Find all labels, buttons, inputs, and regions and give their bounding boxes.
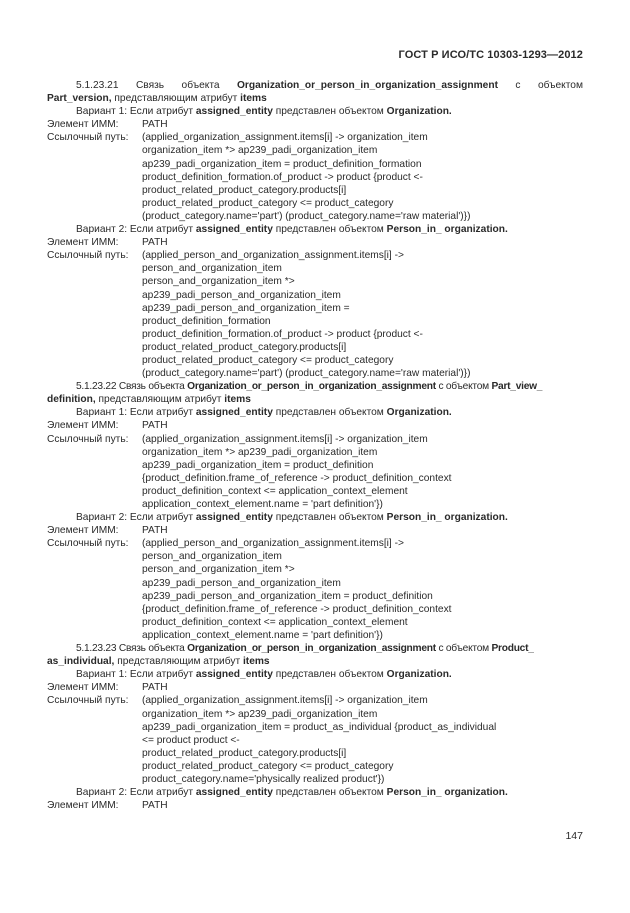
standard-header: ГОСТ Р ИСО/ТС 10303-1293—2012 xyxy=(398,49,583,61)
path-line: ap239_padi_organization_item = product_definition_formation xyxy=(142,158,422,170)
variant-1-line: Вариант 1: Если атрибут assigned_entity представлен объектом Organization. xyxy=(76,106,452,118)
path-line: product_related_product_category.products[i] xyxy=(142,747,347,759)
path-line: (product_category.name='part') (product_category.name='raw material')}) xyxy=(142,368,471,380)
path-line: ap239_padi_organization_item = product_as_individual {product_as_individual xyxy=(142,721,497,733)
document-body xyxy=(47,79,583,812)
path-line: organization_item *> ap239_padi_organization_item xyxy=(142,145,378,157)
element-line: Элемент ИММ: PATH xyxy=(47,800,168,812)
path-line: product_related_product_category.products[i] xyxy=(142,341,347,353)
path-line: ap239_padi_person_and_organization_item = product_definition xyxy=(142,590,433,602)
path-line: application_context_element.name = 'part definition'}) xyxy=(142,629,383,641)
path-line: ap239_padi_person_and_organization_item = xyxy=(142,302,350,314)
path-line: <= product product <- xyxy=(142,734,240,746)
ref-path-line: Ссылочный путь: (applied_person_and_organization_assignment.items[i] -> xyxy=(47,538,404,550)
path-line: product_related_product_category <= product_category xyxy=(142,197,394,209)
path-line: ap239_padi_person_and_organization_item xyxy=(142,577,341,589)
path-line: person_and_organization_item *> xyxy=(142,276,295,288)
path-line: product_related_product_category <= product_category xyxy=(142,760,394,772)
section-heading-cont: definition, представляющим атрибут items xyxy=(47,394,251,406)
path-line: organization_item *> ap239_padi_organization_item xyxy=(142,446,378,458)
section-heading-5-1-23-23: 5.1.23.23 Связь объекта Organization_or_person_in_organization_assignment с объектом Product_ xyxy=(76,643,534,655)
section-heading-cont: Part_version, представляющим атрибут items xyxy=(47,93,267,105)
path-line: {product_definition.frame_of_reference -> product_definition_context xyxy=(142,472,452,484)
path-line: {product_definition.frame_of_reference -> product_definition_context xyxy=(142,603,452,615)
variant-2-line: Вариант 2: Если атрибут assigned_entity представлен объектом Person_in_ organization. xyxy=(76,787,508,799)
section-heading-5-1-23-21: 5.1.23.21 Связь объекта Organization_or_person_in_organization_assignment с объектом xyxy=(76,80,583,91)
ref-path-line: Ссылочный путь: (applied_organization_assignment.items[i] -> organization_item xyxy=(47,433,428,445)
path-line: product_definition_context <= application_context_element xyxy=(142,616,408,628)
variant-2-line: Вариант 2: Если атрибут assigned_entity представлен объектом Person_in_ organization. xyxy=(76,512,508,524)
element-line: Элемент ИММ: PATH xyxy=(47,682,168,694)
path-line: person_and_organization_item xyxy=(142,551,282,563)
variant-2-line: Вариант 2: Если атрибут assigned_entity представлен объектом Person_in_ organization. xyxy=(76,224,508,236)
path-line: product_definition_formation.of_product -> product {product <- xyxy=(142,328,423,340)
page-number: 147 xyxy=(565,830,583,842)
path-line: person_and_organization_item xyxy=(142,263,282,275)
ref-path-line: Ссылочный путь: (applied_organization_assignment.items[i] -> organization_item xyxy=(47,695,428,707)
variant-1-line: Вариант 1: Если атрибут assigned_entity представлен объектом Organization. xyxy=(76,407,452,419)
element-line: Элемент ИММ: PATH xyxy=(47,237,168,249)
section-heading-cont: as_individual, представляющим атрибут items xyxy=(47,656,270,668)
element-line: Элемент ИММ: PATH xyxy=(47,119,168,131)
path-line: application_context_element.name = 'part definition'}) xyxy=(142,499,383,510)
element-line: Элемент ИММ: PATH xyxy=(47,420,168,432)
path-line: (product_category.name='part') (product_category.name='raw material')}) xyxy=(142,210,471,222)
path-line: product_definition_context <= application_context_element xyxy=(142,485,408,497)
path-line: ap239_padi_person_and_organization_item xyxy=(142,289,341,301)
ref-path-line: Ссылочный путь: (applied_organization_assignment.items[i] -> organization_item xyxy=(47,132,428,144)
path-line: product_category.name='physically realized product'}) xyxy=(142,773,385,785)
path-line: organization_item *> ap239_padi_organization_item xyxy=(142,708,378,720)
path-line: product_related_product_category.products[i] xyxy=(142,184,347,196)
section-heading-5-1-23-22: 5.1.23.22 Связь объекта Organization_or_person_in_organization_assignment с объектом Part_view_ xyxy=(76,381,543,393)
element-line: Элемент ИММ: PATH xyxy=(47,525,168,537)
path-line: product_related_product_category <= product_category xyxy=(142,354,394,366)
path-line: person_and_organization_item *> xyxy=(142,564,295,576)
variant-1-line: Вариант 1: Если атрибут assigned_entity представлен объектом Organization. xyxy=(76,669,452,681)
ref-path-line: Ссылочный путь: (applied_person_and_organization_assignment.items[i] -> xyxy=(47,250,404,262)
path-line: product_definition_formation xyxy=(142,315,271,327)
path-line: ap239_padi_organization_item = product_definition xyxy=(142,459,374,471)
path-line: product_definition_formation.of_product -> product {product <- xyxy=(142,171,423,183)
